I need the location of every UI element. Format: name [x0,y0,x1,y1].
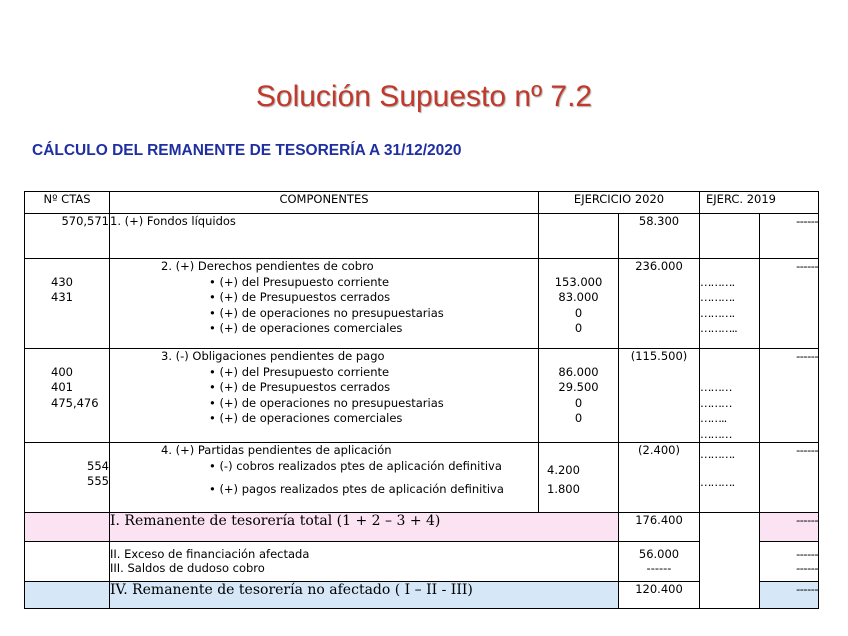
table-row-derechos [25,259,819,349]
prev-fondos: ------ [760,214,819,259]
values-obligaciones: 86.000 29.500 0 0 [539,349,619,443]
total-exceso: 56.000 ------ [619,542,700,582]
section-subtitle: CÁLCULO DEL REMANENTE DE TESORERÍA A 31/12/2020 [32,142,462,159]
prev-remanente-total: ------ [760,513,819,542]
ctas-partidas: 554 555 [25,443,110,513]
ctas-derechos: 430 431 [25,259,110,349]
values-partidas: 4.200 1.800 [539,443,619,513]
ctas-obligaciones: 400 401 475,476 [25,349,110,443]
table-header-row [25,192,819,214]
dots-obligaciones: ……… ……… …….. ……… [700,349,760,443]
header-ctas: Nº CTAS [25,192,110,214]
header-ejercicio-2019: EJERC. 2019 [700,192,819,214]
dots-partidas: ………. ………. [700,443,760,513]
table-row-exceso [25,542,819,582]
page-title: Solución Supuesto nº 7.2 [255,80,593,113]
label-obligaciones: 3. (-) Obligaciones pendientes de pago • (+) del Presupuesto corriente • (+) de Presupuestos cerrados • (+) de operaciones no presupuestarias • (+) de operaciones comerciales [110,349,539,443]
total-no-afectado: 120.400 [619,582,700,609]
label-no-afectado: IV. Remanente de tesorería no afectado ( I – II - III) [110,582,619,609]
prev-no-afectado: ------ [760,582,819,609]
table-row-remanente-total [25,513,819,542]
total-partidas: (2.400) [619,443,700,513]
header-ejercicio-2020: EJERCICIO 2020 [539,192,700,214]
table-row-fondos [25,214,819,259]
label-exceso: II. Exceso de financiación afectada III. Saldos de dudoso cobro [110,542,619,582]
prev-partidas: ------ [760,443,819,513]
prev-obligaciones: ------ [760,349,819,443]
total-derechos: 236.000 [619,259,700,349]
label-remanente-total: I. Remanente de tesorería total (1 + 2 – 3 + 4) [110,513,619,542]
remanente-table [24,191,819,609]
table-row-obligaciones [25,349,819,443]
label-fondos: 1. (+) Fondos líquidos [110,214,539,259]
total-obligaciones: (115.500) [619,349,700,443]
table-row-no-afectado [25,582,819,609]
ctas-fondos: 570,571 [25,214,110,259]
table-row-partidas [25,443,819,513]
header-componentes: COMPONENTES [110,192,539,214]
label-derechos: 2. (+) Derechos pendientes de cobro • (+) del Presupuesto corriente • (+) de Presupuestos cerrados • (+) de operaciones no presupuestarias • (+) de operaciones comerciales [110,259,539,349]
values-derechos: 153.000 83.000 0 0 [539,259,619,349]
total-remanente-total: 176.400 [619,513,700,542]
prev-exceso: ------ ------ [760,542,819,582]
total-fondos: 58.300 [619,214,700,259]
prev-derechos: ------ [760,259,819,349]
label-partidas: 4. (+) Partidas pendientes de aplicación • (-) cobros realizados ptes de aplicación definitiva • (+) pagos realizados ptes de aplicación definitiva [110,443,539,513]
dots-derechos: ………. ………. ………. ……….. [700,259,760,349]
